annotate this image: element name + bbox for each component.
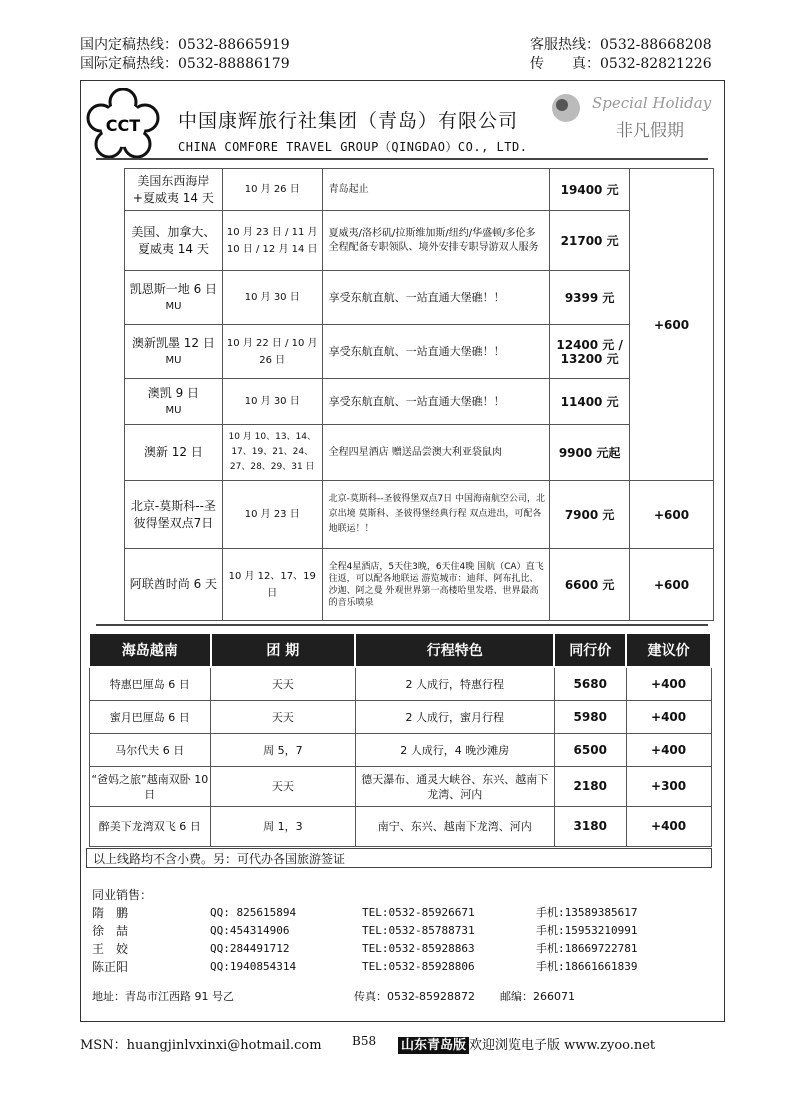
office-fax: 传真：0532-85928872 (354, 990, 475, 1003)
tour-feature: 南宁、东兴、越南下龙湾、河内 (355, 807, 554, 847)
tour-period: 天天 (211, 701, 355, 734)
tour-name: 特惠巴厘岛 6 日 (89, 667, 211, 701)
sales-tel: TEL:0532-85788731 (362, 924, 475, 937)
tour-dates: 10 月 30 日 (222, 271, 322, 325)
tour-name: 蜜月巴厘岛 6 日 (89, 701, 211, 734)
section-divider (96, 624, 708, 626)
tour-dates: 10 月 10、13、14、17、19、21、24、27、28、29、31 日 (222, 425, 322, 481)
tour-suggest-price: +300 (626, 767, 711, 807)
service-hotline: 客服热线：0532-88668208 (530, 37, 712, 53)
tour-feature: 青岛起止 (322, 169, 550, 211)
tour-airline: MU (165, 300, 182, 312)
shared-extra: +600 (630, 169, 714, 481)
tour-name: 北京-莫斯科--圣彼得堡双点7日 (125, 481, 223, 549)
special-holiday-logo (546, 88, 716, 146)
tour-price: 5980 (554, 701, 626, 734)
table-row (89, 767, 711, 807)
office-postcode: 邮编：266071 (500, 990, 575, 1003)
long-tours-table (124, 168, 714, 621)
tips-note: 以上线路均不含小费。另：可代办各国旅游签证 (86, 848, 712, 868)
tour-name: 澳新凯墨 12 日 (131, 335, 215, 350)
tour-price: 21700 元 (550, 211, 630, 271)
sales-name: 隋 鹏 (92, 906, 129, 920)
tour-feature: 2 人成行，特惠行程 (355, 667, 554, 701)
col-header: 建议价 (626, 633, 711, 667)
table-row (125, 271, 714, 325)
tour-period: 天天 (211, 667, 355, 701)
sales-mobile: 手机:18661661839 (536, 960, 638, 973)
tour-price: 6600 元 (550, 549, 630, 621)
tour-dates: 10 月 23 日 (222, 481, 322, 549)
tour-feature: 北京-莫斯科--圣彼得堡双点7日 中国海南航空公司，北京出境 莫斯科、圣彼得堡经典行程 双点进出，可配各地联运！！ (322, 481, 550, 549)
table-row (89, 667, 711, 701)
page-number: B58 (352, 1034, 377, 1048)
tour-name: 马尔代夫 6 日 (89, 734, 211, 767)
footer-tagline: 欢迎浏览电子版 www.zyoo.net (469, 1038, 656, 1053)
tour-feature: 全程4星酒店，5天住3晚，6天住4晚 国航（CA）直飞往返，可以配各地联运 游览城市：迪拜、阿布扎比、沙迦、阿之曼 外观世界第一高楼哈里发塔、世界最高的音乐喷泉 (322, 549, 550, 621)
tour-price: 19400 元 (550, 169, 630, 211)
tour-period: 周 1，3 (211, 807, 355, 847)
sales-name: 陈正阳 (92, 960, 129, 974)
tour-feature: 享受东航直航、一站直通大堡礁！！ (322, 271, 550, 325)
tour-suggest-price: +400 (626, 667, 711, 701)
tour-name: 澳新 12 日 (125, 425, 223, 481)
col-header: 行程特色 (355, 633, 554, 667)
tour-price: 12400 元 / 13200 元 (550, 325, 630, 379)
col-header: 海岛越南 (89, 633, 211, 667)
tour-price: 6500 (554, 734, 626, 767)
tour-name: 醉美下龙湾双飞 6 日 (89, 807, 211, 847)
tour-airline: MU (165, 354, 182, 366)
tour-feature: 夏威夷/洛杉矶/拉斯维加斯/纽约/华盛顿/多伦多 全程配备专职领队、境外安排专职导游双人服务 (322, 211, 550, 271)
company-name-cn: 中国康辉旅行社集团（青岛）有限公司 (178, 110, 519, 132)
tour-feature: 德天瀑布、通灵大峡谷、东兴、越南下龙湾、河内 (355, 767, 554, 807)
tour-price: 9900 元起 (550, 425, 630, 481)
tour-period: 天天 (211, 767, 355, 807)
special-holiday-text: Special Holiday (592, 94, 712, 112)
sales-qq: QQ:1940854314 (210, 960, 297, 973)
tour-name: 美国东西海岸+夏威夷 14 天 (125, 169, 223, 211)
logo-text: CCT (105, 116, 141, 135)
tour-name: 澳凯 9 日 (147, 385, 200, 400)
header-divider (96, 158, 708, 160)
table-row (125, 549, 714, 621)
domestic-hotline: 国内定稿热线：0532-88665919 (80, 37, 290, 53)
sales-mobile: 手机:18669722781 (536, 942, 638, 955)
table-row (125, 379, 714, 425)
tour-suggest-price: +400 (626, 734, 711, 767)
tour-feature: 2 人成行，4 晚沙滩房 (355, 734, 554, 767)
sales-qq: QQ: 825615894 (210, 906, 297, 919)
sales-name: 徐 喆 (92, 924, 129, 938)
table-row (125, 325, 714, 379)
holiday-cn-text: 非凡假期 (616, 121, 684, 141)
tour-extra: +600 (630, 549, 714, 621)
sales-tel: TEL:0532-85926671 (362, 906, 475, 919)
sales-qq: QQ:454314906 (210, 924, 290, 937)
tour-price: 2180 (554, 767, 626, 807)
tour-feature: 2 人成行，蜜月行程 (355, 701, 554, 734)
table-row (125, 211, 714, 271)
tour-price: 11400 元 (550, 379, 630, 425)
island-tours-table (88, 632, 712, 847)
sales-title: 同业销售： (92, 888, 153, 902)
tour-dates: 10 月 26 日 (222, 169, 322, 211)
tour-name: “爸妈之旅”越南双卧 10 日 (89, 767, 211, 807)
tour-feature: 享受东航直航、一站直通大堡礁！！ (322, 379, 550, 425)
col-header: 团 期 (211, 633, 355, 667)
tour-dates: 10 月 23 日 / 11 月 10 日 / 12 月 14 日 (222, 211, 322, 271)
tour-dates: 10 月 12、17、19 日 (222, 549, 322, 621)
tour-suggest-price: +400 (626, 701, 711, 734)
tour-price: 7900 元 (550, 481, 630, 549)
tour-dates: 10 月 30 日 (222, 379, 322, 425)
table-row (89, 807, 711, 847)
company-name-en: CHINA COMFORE TRAVEL GROUP（QINGDAO）CO., LTD. (178, 140, 528, 154)
tour-airline: MU (165, 404, 182, 416)
sales-tel: TEL:0532-85928863 (362, 942, 475, 955)
tour-name: 凯恩斯一地 6 日 (129, 281, 218, 296)
tour-name: 阿联酋时尚 6 天 (125, 549, 223, 621)
sales-mobile: 手机:15953210991 (536, 924, 638, 937)
edition-badge: 山东青岛版 (398, 1037, 469, 1054)
tour-name: 美国、加拿大、夏威夷 14 天 (125, 211, 223, 271)
office-address: 地址：青岛市江西路 91 号乙 (92, 990, 234, 1003)
table-row (125, 169, 714, 211)
msn-contact: MSN：huangjinlvxinxi@hotmail.com (80, 1038, 322, 1053)
tour-price: 9399 元 (550, 271, 630, 325)
tour-period: 周 5，7 (211, 734, 355, 767)
table-row (89, 734, 711, 767)
table-header-row (89, 633, 711, 667)
sales-name: 王 姣 (92, 942, 129, 956)
tour-feature: 全程四星酒店 赠送品尝澳大利亚袋鼠肉 (322, 425, 550, 481)
cct-logo-icon (86, 88, 160, 162)
table-row (125, 425, 714, 481)
sales-qq: QQ:284491712 (210, 942, 290, 955)
fax-line: 传 真：0532-82821226 (530, 56, 712, 72)
sales-tel: TEL:0532-85928806 (362, 960, 475, 973)
tour-dates: 10 月 22 日 / 10 月 26 日 (222, 325, 322, 379)
intl-hotline: 国际定稿热线：0532-88886179 (80, 56, 290, 72)
col-header: 同行价 (554, 633, 626, 667)
table-row (125, 481, 714, 549)
tour-suggest-price: +400 (626, 807, 711, 847)
table-row (89, 701, 711, 734)
tour-price: 3180 (554, 807, 626, 847)
tour-feature: 享受东航直航、一站直通大堡礁！！ (322, 325, 550, 379)
tour-extra: +600 (630, 481, 714, 549)
tour-price: 5680 (554, 667, 626, 701)
sales-mobile: 手机:13589385617 (536, 906, 638, 919)
